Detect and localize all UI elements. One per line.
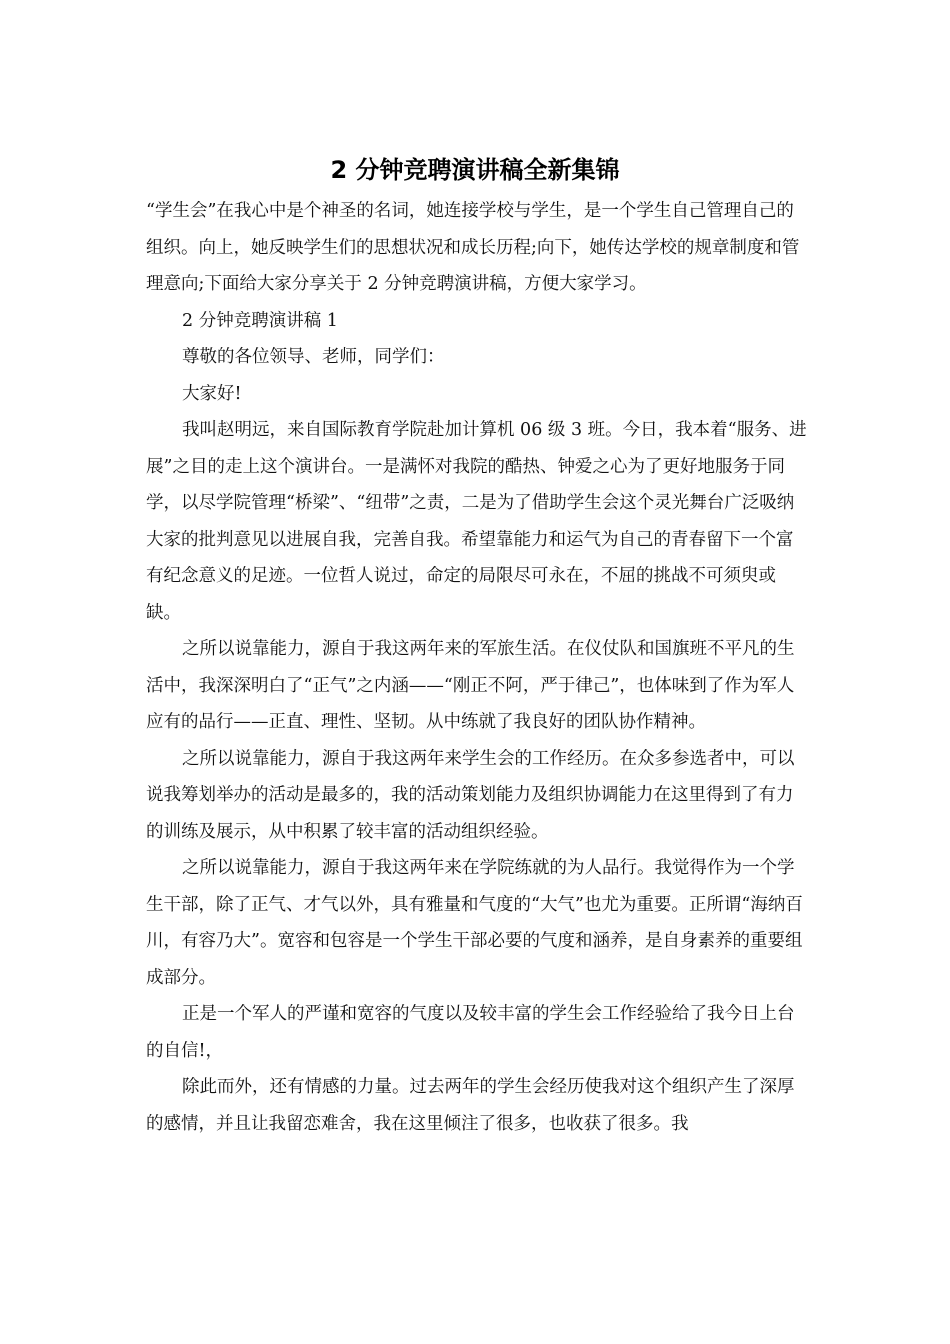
paragraph-emotion: 除此而外，还有情感的力量。过去两年的学生会经历使我对这个组织产生了深厚的感情，并且让我留恋难舍，我在这里倾注了很多，也收获了很多。我 [146, 1077, 795, 1134]
paragraph-salutation: 尊敬的各位领导、老师，同学们： [182, 347, 445, 367]
paragraph-self-introduction: 我叫赵明远，来自国际教育学院赴加计算机 06 级 3 班。今日，我本着“服务、进展”之目的走上这个演讲台。一是满怀对我院的酷热、钟爱之心为了更好地服务于同学，以尽学院管理“桥梁”、“纽带”之责，二是为了借助学生会这个灵光舞台广泛吸纳大家的批判意见以进展自我，完善自我。希望靠能力和运气为自己的青春留下一个富有纪念意义的足迹。一位哲人说过，命定的局限尽可永在，不屈的挑战不可须臾或缺。 [146, 420, 807, 623]
paragraph-work-experience: 之所以说靠能力，源自于我这两年来学生会的工作经历。在众多参选者中，可以说我筹划举办的活动是最多的，我的活动策划能力及组织协调能力在这里得到了有力的训练及展示，从中积累了较丰富的活动组织经验。 [146, 748, 795, 842]
paragraph-intro: “学生会”在我心中是个神圣的名词，她连接学校与学生，是一个学生自己管理自己的组织。向上，她反映学生们的思想状况和成长历程;向下，她传达学校的规章制度和管理意向;下面给大家分享关于 2 分钟竞聘演讲稿，方便大家学习。 [146, 201, 800, 294]
paragraph-character: 之所以说靠能力，源自于我这两年来在学院练就的为人品行。我觉得作为一个学生干部，除了正气、才气以外，具有雅量和气度的“大气”也尤为重要。正所谓“海纳百川，有容乃大”。宽容和包容是一个学生干部必要的气度和涵养，是自身素养的重要组成部分。 [146, 858, 803, 988]
paragraph-military-life: 之所以说靠能力，源自于我这两年来的军旅生活。在仪仗队和国旗班不平凡的生活中，我深深明白了“正气”之内涵——“刚正不阿，严于律己”，也体味到了作为军人应有的品行——正直、理性、坚韧。从中练就了我良好的团队协作精神。 [146, 639, 795, 732]
paragraph-confidence: 正是一个军人的严谨和宽容的气度以及较丰富的学生会工作经验给了我今日上台的自信!， [146, 1004, 795, 1061]
paragraph-greeting: 大家好! [182, 383, 242, 404]
document-title: 2 分钟竞聘演讲稿全新集锦 [330, 156, 620, 184]
document-body [146, 193, 808, 1142]
paragraph-speech-heading: 2 分钟竞聘演讲稿 1 [182, 310, 338, 331]
